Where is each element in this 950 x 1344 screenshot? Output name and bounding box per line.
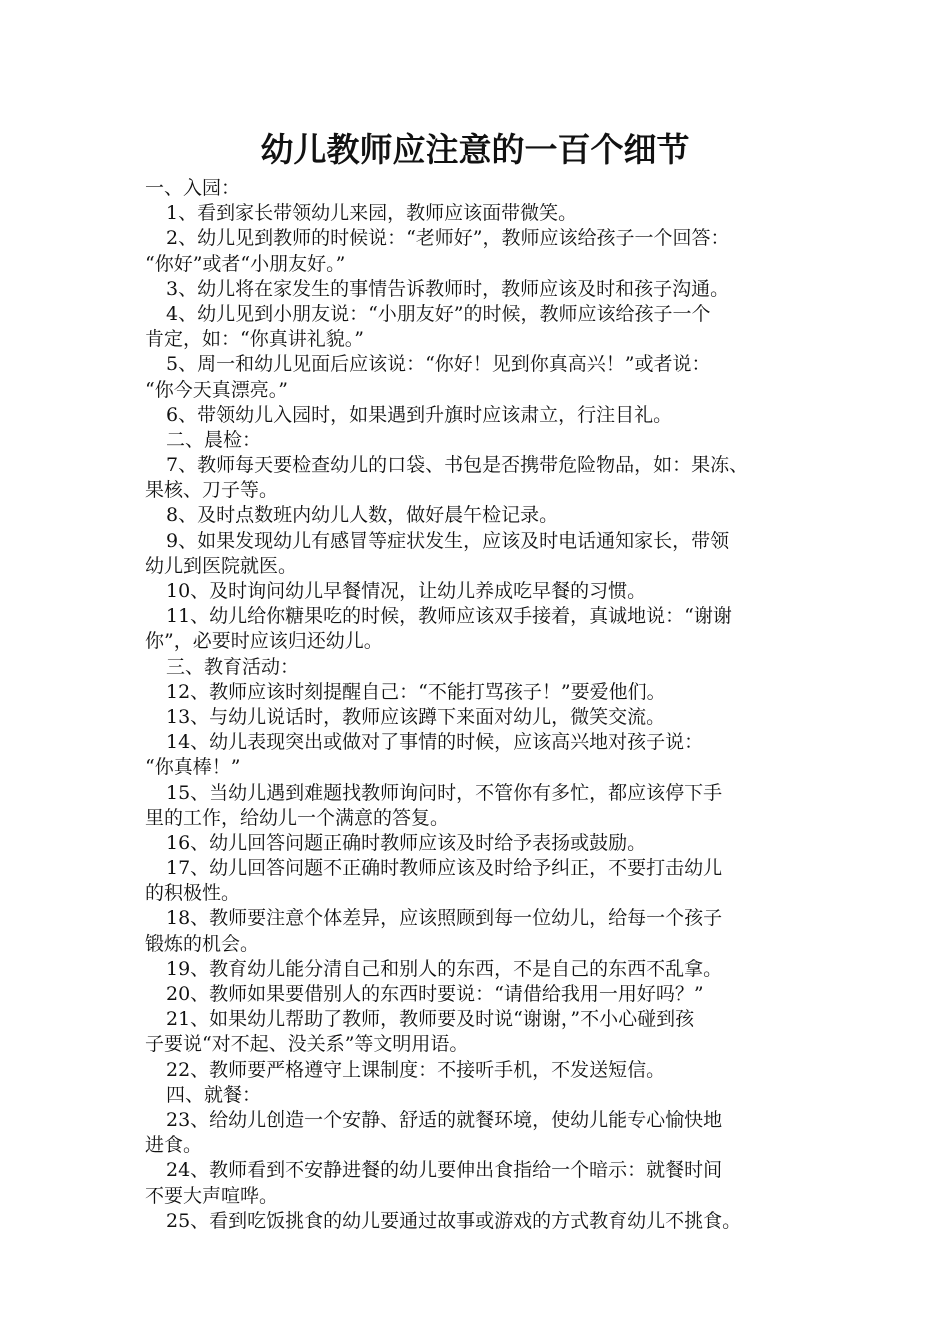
text-line: 6、带领幼儿入园时，如果遇到升旗时应该肃立，行注目礼。 <box>166 403 673 426</box>
text-line: 3、幼儿将在家发生的事情告诉教师时，教师应该及时和孩子沟通。 <box>166 277 730 300</box>
text-line: 22、教师要严格遵守上课制度：不接听手机，不发送短信。 <box>166 1058 666 1081</box>
text-line: 18、教师要注意个体差异，应该照顾到每一位幼儿，给每一个孩子 <box>166 907 723 930</box>
text-line: 里的工作，给幼儿一个满意的答复。 <box>145 806 450 829</box>
text-line: 9、如果发现幼儿有感冒等症状发生，应该及时电话通知家长，带领 <box>166 529 730 552</box>
text-line: 4、幼儿见到小朋友说：“小朋友好”的时候，教师应该给孩子一个 <box>166 302 711 325</box>
text-line: “你真棒！” <box>145 756 241 779</box>
text-line: 24、教师看到不安静进餐的幼儿要伸出食指给一个暗示：就餐时间 <box>166 1159 723 1182</box>
text-line: 21、如果幼儿帮助了教师，教师要及时说“谢谢，”不小心碰到孩 <box>166 1008 695 1031</box>
text-line: 14、幼儿表现突出或做对了事情的时候，应该高兴地对孩子说： <box>166 731 704 754</box>
text-line: “你好”或者“小朋友好。” <box>145 252 346 275</box>
text-line: 的积极性。 <box>145 882 241 905</box>
text-line: 25、看到吃饭挑食的幼儿要通过故事或游戏的方式教育幼儿不挑食。 <box>166 1209 742 1232</box>
text-line: 进食。 <box>145 1134 203 1157</box>
text-line: 5、周一和幼儿见面后应该说：“你好！见到你真高兴！”或者说： <box>166 353 711 376</box>
text-line: 1、看到家长带领幼儿来园，教师应该面带微笑。 <box>166 202 578 225</box>
text-line: 果核、刀子等。 <box>145 479 279 502</box>
text-line: 10、及时询问幼儿早餐情况，让幼儿养成吃早餐的习惯。 <box>166 580 647 602</box>
text-line: 幼儿到医院就医。 <box>145 554 298 577</box>
text-line: 13、与幼儿说话时，教师应该蹲下来面对幼儿，微笑交流。 <box>166 705 666 728</box>
text-line: “你今天真漂亮。” <box>145 378 288 401</box>
text-line: 不要大声喧哗。 <box>145 1184 279 1207</box>
text-line: 23、给幼儿创造一个安静、舒适的就餐环境，使幼儿能专心愉快地 <box>166 1108 723 1131</box>
text-line: 12、教师应该时刻提醒自己：“不能打骂孩子！”要爱他们。 <box>166 680 666 703</box>
text-line: 二、晨检： <box>166 428 262 451</box>
text-line: 15、当幼儿遇到难题找教师询问时，不管你有多忙，都应该停下手 <box>166 781 723 804</box>
text-line: 17、幼儿回答问题不正确时教师应该及时给予纠正，不要打击幼儿 <box>166 857 723 880</box>
text-line: 肯定，如：“你真讲礼貌。” <box>145 328 364 351</box>
text-line: 2、幼儿见到教师的时候说：“老师好”，教师应该给孩子一个回答： <box>166 227 730 250</box>
text-line: 你”，必要时应该归还幼儿。 <box>145 630 383 653</box>
text-line: 一、入园： <box>145 177 241 199</box>
text-line: 20、教师如果要借别人的东西时要说：“请借给我用一用好吗？” <box>166 983 704 1005</box>
text-line: 8、及时点数班内幼儿人数，做好晨午检记录。 <box>166 504 559 527</box>
text-line: 四、就餐： <box>166 1083 262 1106</box>
text-line: 11、幼儿给你糖果吃的时候，教师应该双手接着，真诚地说：“谢谢 <box>166 605 732 628</box>
text-line: 19、教育幼儿能分清自己和别人的东西，不是自己的东西不乱拿。 <box>166 957 723 980</box>
text-line: 三、教育活动： <box>166 655 300 678</box>
document-body <box>145 176 817 1234</box>
document-title: 幼儿教师应注意的一百个细节 <box>260 130 690 169</box>
text-line: 16、幼儿回答问题正确时教师应该及时给予表扬或鼓励。 <box>166 831 647 854</box>
text-line: 子要说“对不起、没关系”等文明用语。 <box>145 1033 469 1056</box>
text-line: 7、教师每天要检查幼儿的口袋、书包是否携带危险物品，如：果冻、 <box>166 454 749 477</box>
text-line: 锻炼的机会。 <box>145 932 260 955</box>
